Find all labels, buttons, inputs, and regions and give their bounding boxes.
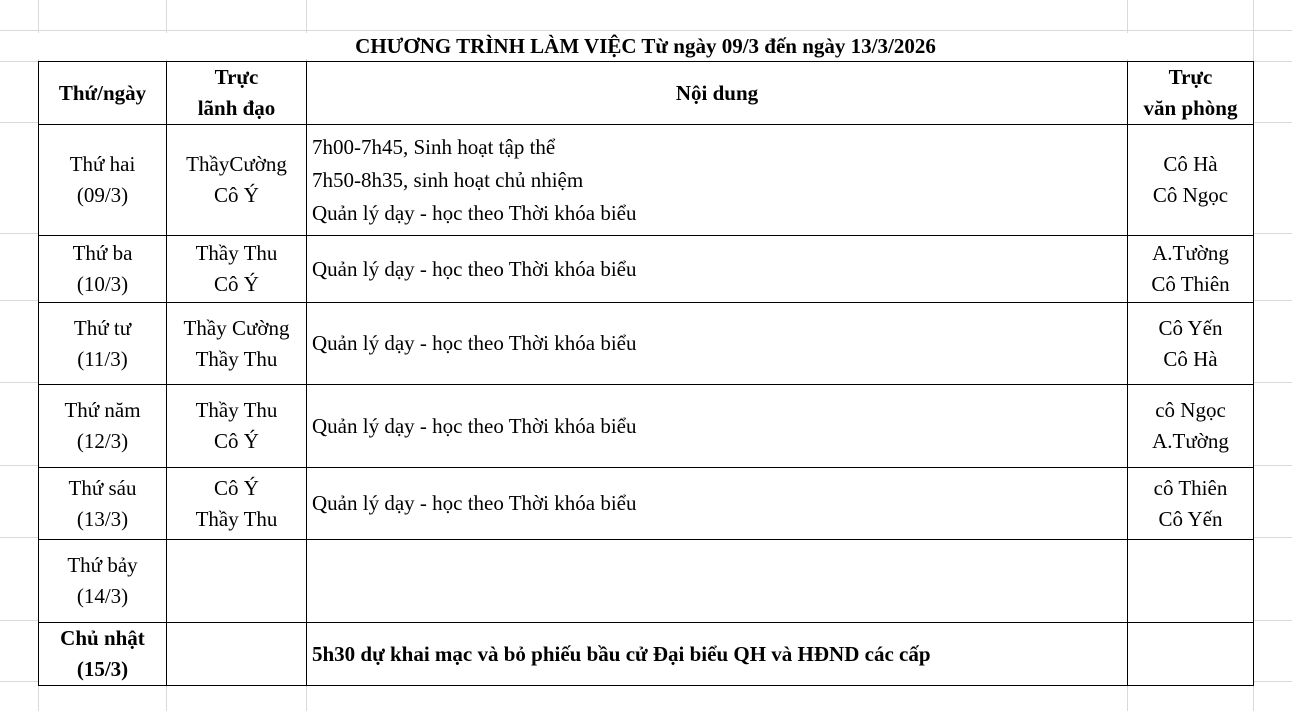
day-cell[interactable]: [39, 623, 167, 686]
office-name: Cô Yến: [1158, 315, 1223, 340]
leader-name: Thầy Cường: [183, 315, 290, 340]
leader-name: Cô Ý: [214, 272, 259, 296]
office-cell[interactable]: [1128, 468, 1254, 540]
office-cell[interactable]: [1128, 303, 1254, 385]
leader-cell[interactable]: [167, 385, 307, 468]
leader-cell[interactable]: [167, 623, 307, 686]
leader-name: Thầy Thu: [195, 506, 278, 531]
header-content[interactable]: Nội dung: [307, 62, 1128, 125]
office-name: cô Thiên: [1153, 475, 1228, 500]
content-cell[interactable]: [307, 385, 1128, 468]
day-date: (12/3): [76, 429, 129, 453]
table-row: [39, 236, 1254, 303]
day-name: Thứ năm: [64, 398, 141, 422]
day-cell[interactable]: [39, 468, 167, 540]
content-line: 7h00-7h45, Sinh hoạt tập thể: [312, 134, 556, 159]
day-name: Thứ tư: [73, 315, 132, 340]
office-name: A.Tường: [1152, 241, 1229, 265]
leader-cell[interactable]: [167, 236, 307, 303]
day-date: (11/3): [77, 346, 128, 371]
day-date: (10/3): [76, 272, 129, 296]
day-cell[interactable]: [39, 125, 167, 236]
content-cell[interactable]: [307, 623, 1128, 686]
content-cell[interactable]: [307, 540, 1128, 623]
leader-name: Cô Ý: [214, 475, 259, 500]
table-row: [39, 623, 1254, 686]
content-line: Quản lý dạy - học theo Thời khóa biểu: [312, 491, 637, 515]
leader-cell[interactable]: [167, 125, 307, 236]
office-cell[interactable]: [1128, 623, 1254, 686]
table-row: [39, 540, 1254, 623]
day-cell[interactable]: [39, 303, 167, 385]
day-name: Thứ sáu: [68, 475, 137, 500]
office-name: A.Tường: [1152, 429, 1229, 453]
day-date: (15/3): [76, 657, 129, 681]
content-line: Quản lý dạy - học theo Thời khóa biểu: [312, 331, 637, 355]
leader-name: Cô Ý: [214, 183, 259, 207]
header-leader-line2: lãnh đạo: [197, 96, 276, 120]
day-date: (14/3): [76, 584, 129, 608]
schedule-table: [38, 61, 1254, 686]
table-row: [39, 468, 1254, 540]
leader-cell[interactable]: [167, 468, 307, 540]
day-name: Chủ nhật: [60, 626, 145, 650]
content-cell[interactable]: [307, 468, 1128, 540]
table-row: [39, 385, 1254, 468]
office-name: Cô Ngọc: [1152, 183, 1229, 207]
leader-name: Thầy Thu: [195, 398, 278, 422]
day-date: (13/3): [76, 506, 129, 531]
office-name: Cô Hà: [1163, 152, 1218, 176]
office-cell[interactable]: [1128, 125, 1254, 236]
schedule-title: CHƯƠNG TRÌNH LÀM VIỆC Từ ngày 09/3 đến ngày 13/3/2026: [38, 33, 1253, 59]
office-name: cô Ngọc: [1155, 398, 1226, 422]
header-leader[interactable]: [167, 62, 307, 125]
day-name: Thứ ba: [72, 241, 133, 265]
header-office[interactable]: [1128, 62, 1254, 125]
leader-name: Thầy Thu: [195, 346, 278, 371]
day-cell[interactable]: [39, 540, 167, 623]
table-row: [39, 125, 1254, 236]
header-row: [39, 62, 1254, 125]
day-cell[interactable]: [39, 385, 167, 468]
header-leader-line1: Trực: [214, 65, 259, 89]
office-cell[interactable]: [1128, 236, 1254, 303]
content-line: Quản lý dạy - học theo Thời khóa biểu: [312, 413, 637, 438]
leader-name: Thầy Thu: [195, 241, 278, 265]
table-row: [39, 303, 1254, 385]
header-office-line1: Trực: [1168, 65, 1213, 89]
day-name: Thứ hai: [69, 152, 136, 176]
content-line: 7h50-8h35, sinh hoạt chủ nhiệm: [312, 167, 584, 192]
day-date: (09/3): [76, 183, 129, 207]
content-cell[interactable]: [307, 303, 1128, 385]
office-cell[interactable]: [1128, 385, 1254, 468]
day-cell[interactable]: [39, 236, 167, 303]
leader-cell[interactable]: [167, 540, 307, 623]
header-day[interactable]: Thứ/ngày: [39, 62, 167, 125]
content-cell[interactable]: [307, 236, 1128, 303]
leader-cell[interactable]: [167, 303, 307, 385]
day-name: Thứ bảy: [67, 553, 138, 577]
leader-name: ThầyCường: [186, 152, 287, 176]
office-name: Cô Yến: [1158, 506, 1223, 531]
content-cell[interactable]: [307, 125, 1128, 236]
office-cell[interactable]: [1128, 540, 1254, 623]
content-line: 5h30 dự khai mạc và bỏ phiếu bầu cử Đại biểu QH và HĐND các cấp: [312, 641, 931, 666]
header-office-line2: văn phòng: [1143, 96, 1238, 120]
content-line: Quản lý dạy - học theo Thời khóa biểu: [312, 200, 637, 225]
office-name: Cô Hà: [1163, 346, 1218, 371]
office-name: Cô Thiên: [1151, 272, 1230, 296]
content-line: Quản lý dạy - học theo Thời khóa biểu: [312, 256, 637, 281]
leader-name: Cô Ý: [214, 429, 259, 453]
